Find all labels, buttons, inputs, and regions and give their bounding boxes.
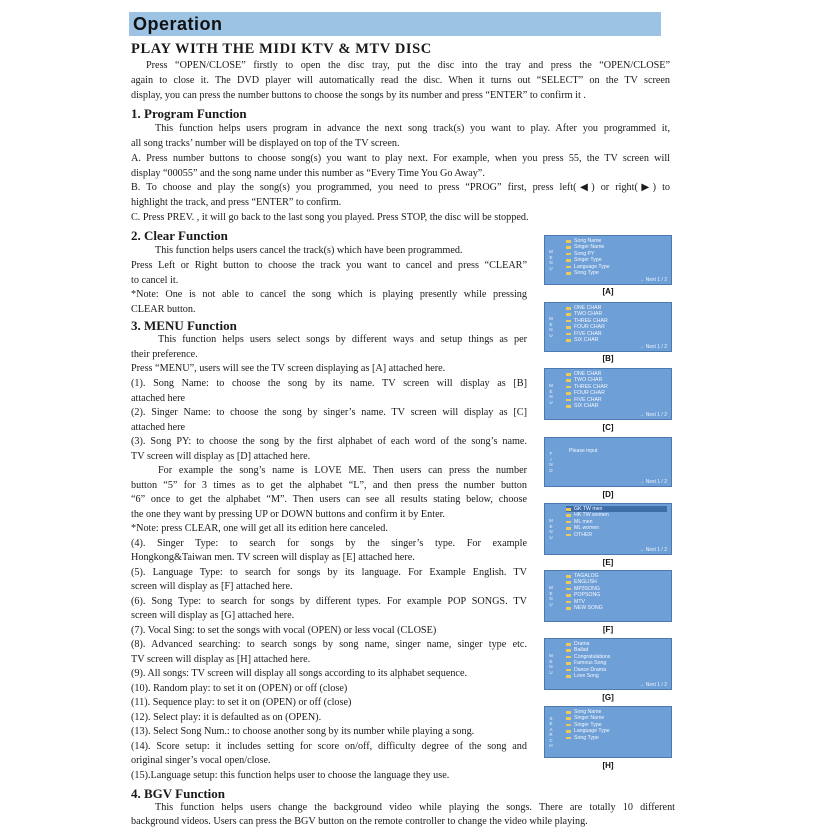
- screen-caption: [H]: [602, 761, 614, 770]
- screen-caption: [B]: [602, 354, 614, 363]
- program-heading: 1. Program Function: [131, 106, 247, 121]
- screen-menu-item: FOUR CHAR: [566, 324, 667, 330]
- screen-side-label: M E N U: [549, 316, 553, 338]
- tv-screen-g: [544, 638, 672, 690]
- menu-line: *Note: press CLEAR, one will get all its edition here canceled.: [131, 523, 388, 534]
- menu-line: TV screen will display as [D] attached here.: [131, 451, 311, 462]
- screen-menu-item: Dance Drama: [566, 667, 667, 673]
- program-line: display “00055” and the song name under this number as “Every Time You Go Away”.: [131, 168, 485, 179]
- bgv-line: background videos. Users can press the BGV button on the remote controller to change the video while playing.: [131, 816, 588, 827]
- menu-line: (14). Score setup: it includes setting for score on/off, difficulty degree of the song and: [131, 741, 527, 752]
- menu-line: the one they want by pressing UP or DOWN buttons and confirm it by Enter.: [131, 509, 445, 520]
- screen-menu-item: FIVE CHAR: [566, 397, 667, 403]
- menu-line: screen will display as [G] attached here.: [131, 610, 295, 621]
- screen-menu-item: ML women: [566, 525, 667, 531]
- menu-heading: 3. MENU Function: [131, 318, 237, 333]
- menu-line: (8). Advanced searching: to search songs by song name, singer name, singer type etc.: [131, 639, 527, 650]
- screen-menu-item: ML men: [566, 519, 667, 525]
- menu-line: original singer’s vocal open/close.: [131, 755, 271, 766]
- screen-side-label: M E N U: [549, 249, 553, 271]
- screen-next-label: → Next 1 / 2: [639, 412, 667, 418]
- screen-menu-item: THREE CHAR: [566, 318, 667, 324]
- screen-menu-item: TWO CHAR: [566, 377, 667, 383]
- screen-menu-item: Singer Type: [566, 257, 667, 263]
- menu-line: (2). Singer Name: to choose the song by singer’s name. TV screen will display as [C]: [131, 407, 527, 418]
- screen-menu-item: Song PY: [566, 251, 667, 257]
- screen-caption: [F]: [602, 625, 614, 634]
- screen-menu-item: FOUR CHAR: [566, 390, 667, 396]
- screen-side-label: M E N U: [549, 653, 553, 675]
- intro-line-1: Press “OPEN/CLOSE” firstly to open the disc tray, put the disc into the tray and press the “OPEN/CLOSE”: [146, 60, 670, 71]
- screen-menu-item: ONE CHAR: [566, 371, 667, 377]
- screen-menu-item: MP3SONG: [566, 586, 667, 592]
- screen-menu-item: SIX CHAR: [566, 403, 667, 409]
- tv-screen-f: [544, 570, 672, 622]
- screen-menu-item: Ballad: [566, 647, 667, 653]
- tv-screen-a: [544, 235, 672, 285]
- program-line: highlight the track, and press “ENTER” to confirm.: [131, 197, 342, 208]
- screen-menu-item: Singer Type: [566, 722, 667, 728]
- tv-screen-b: [544, 302, 672, 352]
- screen-menu-item: MTV: [566, 599, 667, 605]
- screen-next-label: → Next 1 / 2: [639, 277, 667, 283]
- program-line: C. Press PREV. , it will go back to the last song you played. Press STOP, the disc will be stopped.: [131, 212, 529, 223]
- menu-line: (15).Language setup: this function helps user to choose the language they use.: [131, 770, 450, 781]
- menu-line: their preference.: [131, 349, 198, 360]
- menu-line: TV screen will display as [H] attached here.: [131, 654, 311, 665]
- clear-line: This function helps users cancel the track(s) which have been programmed.: [155, 245, 463, 256]
- screen-caption: [D]: [602, 490, 614, 499]
- screen-menu-item: TAGALOG: [566, 573, 667, 579]
- clear-line: CLEAR button.: [131, 304, 196, 315]
- menu-line: (3). Song PY: to choose the song by the first alphabet of each word of the song’s name.: [131, 436, 527, 447]
- screen-next-label: → Next 1 / 2: [639, 344, 667, 350]
- bgv-line: This function helps users change the background video while playing the songs. There are totally 10 different: [155, 802, 675, 813]
- program-line: This function helps users program in advance the next song track(s) you want to play. After you programmed it,: [155, 123, 670, 134]
- screen-side-label: M E N U: [549, 383, 553, 405]
- screen-menu-item: Congratulations: [566, 654, 667, 660]
- screen-caption: [E]: [602, 558, 614, 567]
- menu-line: This function helps users select songs by different ways and setup things as per: [158, 334, 527, 345]
- menu-line: screen will display as [F] attached here.: [131, 581, 293, 592]
- screen-menu-item: Song Name: [566, 238, 667, 244]
- screen-next-label: → Next 1 / 2: [639, 547, 667, 553]
- screen-menu-item: ENGLISH: [566, 579, 667, 585]
- menu-line: Press “MENU”, users will see the TV screen displaying as [A] attached here.: [131, 363, 446, 374]
- menu-line: (6). Song Type: to search for songs by different types. For example POP SONGS. TV: [131, 596, 527, 607]
- screen-next-label: → Next 1 / 2: [639, 682, 667, 688]
- screen-menu-item: THREE CHAR: [566, 384, 667, 390]
- screen-menu-item: Language Type: [566, 728, 667, 734]
- screen-caption: [C]: [602, 423, 614, 432]
- screen-menu-item: Famous Song: [566, 660, 667, 666]
- screen-menu-item: Love Song: [566, 673, 667, 679]
- screen-side-label: M E N U: [549, 518, 553, 540]
- menu-line: (10). Random play: to set it on (OPEN) or off (close): [131, 683, 348, 694]
- clear-line: *Note: One is not able to cancel the song which is playing presently while pressing: [131, 289, 527, 300]
- clear-line: Press Left or Right button to choose the track you want to cancel and press “CLEAR”: [131, 260, 527, 271]
- screen-menu-item: Song Type: [566, 735, 667, 741]
- menu-line: (1). Song Name: to choose the song by its name. TV screen will display as [B]: [131, 378, 527, 389]
- menu-line: (9). All songs: TV screen will display all songs according to its alphabet sequence.: [131, 668, 468, 679]
- menu-line: (4). Singer Type: to search for songs by the singer’s type. For example: [131, 538, 527, 549]
- menu-line: attached here: [131, 422, 186, 433]
- menu-line: (7). Vocal Sing: to set the songs with vocal (OPEN) or less vocal (CLOSE): [131, 625, 437, 636]
- screen-menu-item: Singer Name: [566, 244, 667, 250]
- menu-line: (11). Sequence play: to set it on (OPEN) or off (close): [131, 697, 352, 708]
- screen-menu-item: POPSONG: [566, 592, 667, 598]
- menu-line: (5). Language Type: to search for songs by its language. For Example English. TV: [131, 567, 527, 578]
- screen-menu-item: Language Type: [566, 264, 667, 270]
- bgv-heading: 4. BGV Function: [131, 786, 226, 801]
- menu-line: (12). Select play: it is defaulted as on (OPEN).: [131, 712, 322, 723]
- section-main-title: PLAY WITH THE MIDI KTV & MTV DISC: [131, 41, 432, 57]
- menu-line: attached here: [131, 393, 186, 404]
- screen-caption: [A]: [602, 287, 614, 296]
- screen-next-label: → Next 1 / 2: [639, 479, 667, 485]
- screen-menu-item: SIX CHAR: [566, 337, 667, 343]
- menu-line: (13). Select Song Num.: to choose another song by its number while playing a song.: [131, 726, 475, 737]
- menu-line: Hongkong&Taiwan men. TV screen will display as [E] attached here.: [131, 552, 415, 563]
- menu-line: “6” once to get the alphabet “M”. Then users can see all results stating below, choose: [131, 494, 527, 505]
- tv-screen-e: [544, 503, 672, 555]
- tv-screen-h: [544, 706, 672, 758]
- screen-menu-item: Song Type: [566, 270, 667, 276]
- intro-line-3: display, you can press the number buttons to choose the songs by its number and press “ENTER” to confirm it .: [131, 90, 586, 101]
- screen-menu-item: Song Name: [566, 709, 667, 715]
- program-line: A. Press number buttons to choose song(s) you want to play next. For example, when you press 55, the TV screen will: [131, 153, 670, 164]
- menu-line: For example the song’s name is LOVE ME. Then users can press the number: [158, 465, 527, 476]
- screen-menu-item: ONE CHAR: [566, 305, 667, 311]
- menu-line: button “5” for 3 times as to get the alphabet “L”, and then press the number button: [131, 480, 527, 491]
- tv-screen-d: [544, 437, 672, 487]
- program-line: all song tracks’ number will be displayed on top of the TV screen.: [131, 138, 400, 149]
- screen-side-label: S E A R C H: [549, 715, 553, 748]
- tv-screen-c: [544, 368, 672, 420]
- screen-menu-item: NEW SONG: [566, 605, 667, 611]
- clear-heading: 2. Clear Function: [131, 228, 228, 243]
- intro-line-2: again to close it. The DVD player will automatically read the disc. When it turns out “SELECT” on the TV screen: [131, 75, 670, 86]
- screen-menu-item: HK TW women: [566, 512, 667, 518]
- screen-input-prompt: Please input: [569, 448, 598, 454]
- program-line: B. To choose and play the song(s) you programmed, you need to press “PROG” first, press left(◀) or right(▶) to: [131, 182, 670, 193]
- page-title: Operation: [133, 14, 223, 34]
- screen-menu-item: GK TW men: [566, 506, 667, 512]
- screen-menu-item: FIVE CHAR: [566, 331, 667, 337]
- screen-menu-item: Drama: [566, 641, 667, 647]
- screen-side-label: M E N U: [549, 585, 553, 607]
- screen-menu-item: TWO CHAR: [566, 311, 667, 317]
- screen-caption: [G]: [602, 693, 614, 702]
- screen-menu-item: OTHER: [566, 532, 667, 538]
- clear-line: to cancel it.: [131, 275, 179, 286]
- screen-menu-item: Singer Name: [566, 715, 667, 721]
- screen-side-label: F I N D: [549, 451, 553, 473]
